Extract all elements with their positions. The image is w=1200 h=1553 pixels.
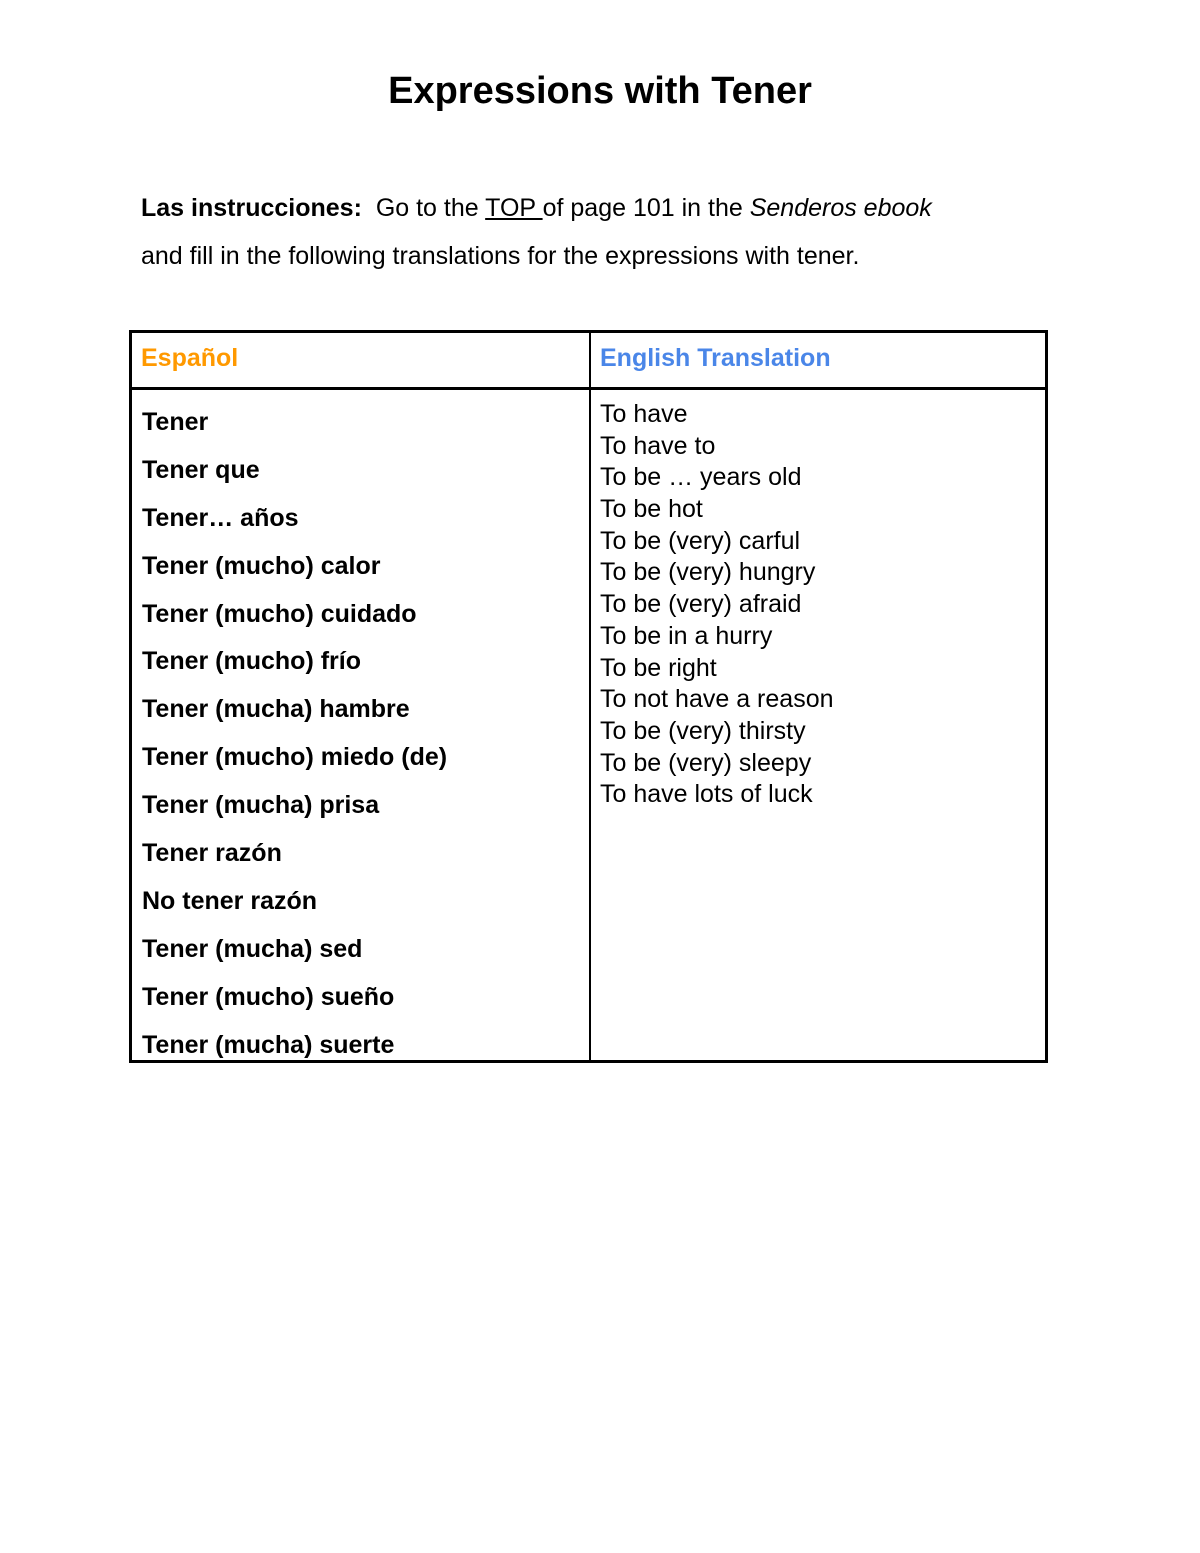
english-translation: To be (very) carful [600,526,801,555]
header-spanish: Español [141,344,239,372]
instructions-text-3: and fill in the following translations for the expressions with tener. [141,242,860,270]
spanish-expression: Tener… años [142,503,299,532]
column-divider [589,333,591,1060]
english-translation: To be in a hurry [600,621,773,650]
english-translation: To be (very) afraid [600,590,802,619]
english-translation: To not have a reason [600,685,834,714]
spanish-expression: Tener (mucha) sed [142,934,363,963]
vocabulary-table [129,330,1048,1063]
spanish-expression: Tener [142,408,209,436]
spanish-expression: Tener que [142,455,260,484]
spanish-expression: No tener razón [142,886,318,915]
instructions-book-title: Senderos ebook [749,194,932,222]
english-translation: To be … years old [600,463,802,492]
spanish-expression: Tener (mucha) prisa [142,791,380,820]
english-translation: To be (very) hungry [600,558,816,587]
page-title: Expressions with Tener [388,70,812,112]
english-translations-list [600,399,834,811]
english-translation: To have [600,400,688,428]
spanish-expression: Tener (mucho) miedo (de) [142,743,448,772]
english-translation: To have lots of luck [600,780,813,809]
spanish-expression: Tener (mucha) suerte [142,1030,395,1059]
instructions-top-word: TOP [485,194,543,222]
spanish-expression: Tener razón [142,839,282,868]
english-translation: To have to [600,431,716,460]
english-translation: To be (very) thirsty [600,716,806,745]
english-translation: To be (very) sleepy [600,748,812,777]
english-translation: To be right [600,653,717,682]
spanish-expression: Tener (mucho) calor [142,551,381,580]
header-english: English Translation [600,344,831,372]
spanish-expression: Tener (mucho) frío [142,647,361,676]
instructions-text-2: of page 101 in the [542,194,750,222]
spanish-expression: Tener (mucha) hambre [142,695,410,724]
instructions-lead: Las instrucciones: [141,194,362,222]
instructions-text-1: Go to the [375,194,486,222]
english-translation: To be hot [600,495,703,524]
spanish-expression: Tener (mucho) sueño [142,982,395,1011]
spanish-expressions-list [142,399,447,1069]
spanish-expression: Tener (mucho) cuidado [142,599,417,628]
instructions [141,184,1061,280]
